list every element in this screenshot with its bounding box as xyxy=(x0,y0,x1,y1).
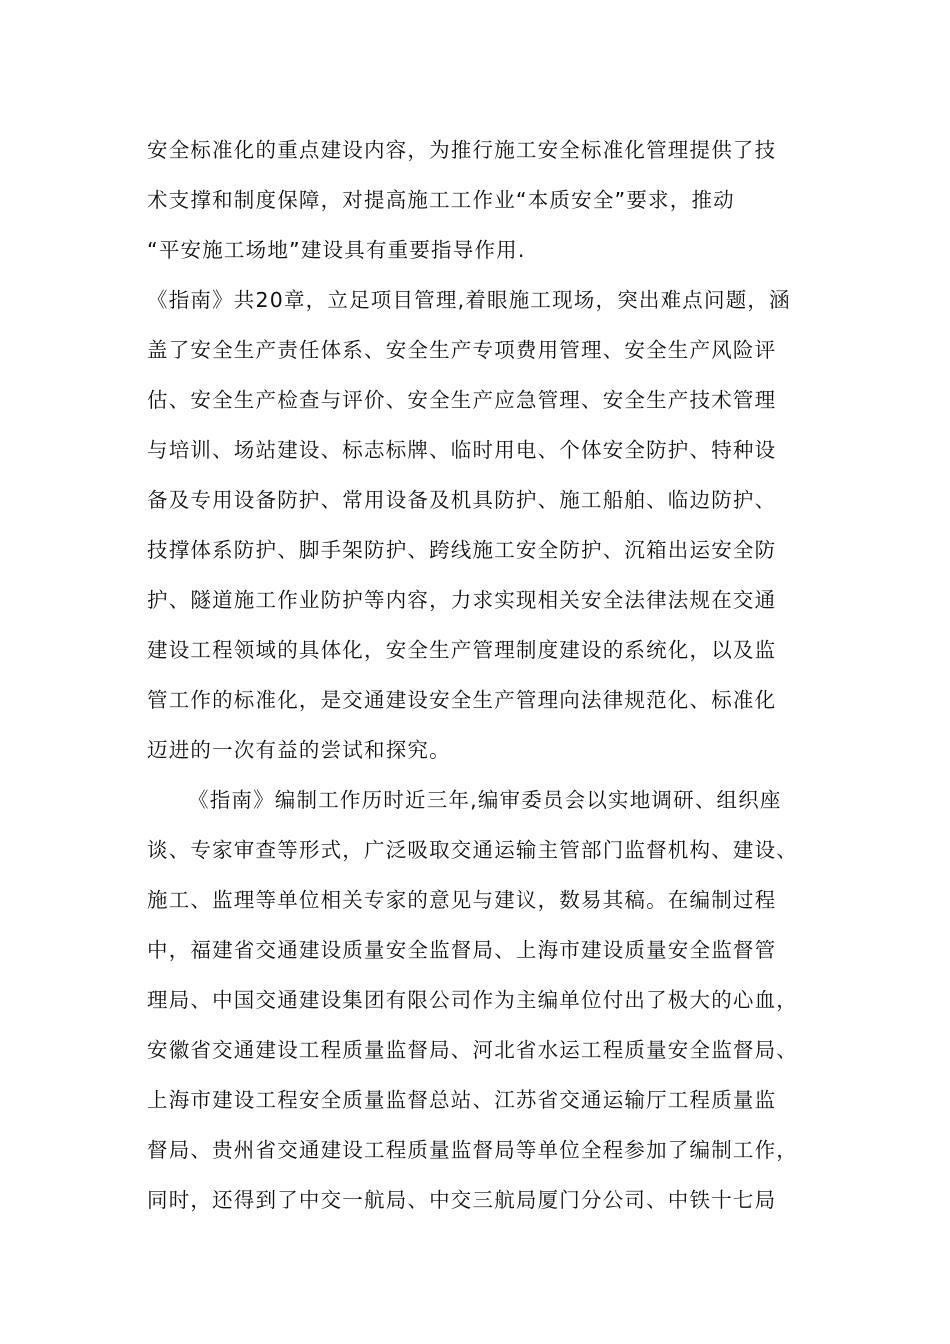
text-line: 建设工程领域的具体化，安全生产管理制度建设的系统化，以及监 xyxy=(147,638,777,662)
text-line: 迈进的一次有益的尝试和探究。 xyxy=(147,738,451,762)
text-line: 技撑体系防护、脚手架防护、跨线施工安全防护、沉箱出运安全防 xyxy=(147,538,777,562)
text-line: 安全标准化的重点建设内容，为推行施工安全标准化管理提供了技 xyxy=(147,138,777,162)
text-line: 《指南》编制工作历时近三年,编审委员会以实地调研、组织座 xyxy=(188,788,782,812)
text-line: 《指南》共20章，立足项目管理,着眼施工现场，突出难点问题，涵 xyxy=(147,288,791,312)
text-line: 护、隧道施工作业防护等内容，力求实现相关安全法律法规在交通 xyxy=(147,588,777,612)
text-line: 督局、贵州省交通建设工程质量监督局等单位全程参加了编制工作， xyxy=(147,1138,798,1162)
text-line: 安徽省交通建设工程质量监督局、河北省水运工程质量安全监督局、 xyxy=(147,1038,798,1062)
text-line: 谈、专家审查等形式，广泛吸取交通运输主管部门监督机构、建设、 xyxy=(147,838,798,862)
text-line: 术支撑和制度保障，对提高施工工作业“本质安全”要求，推动 xyxy=(147,188,735,212)
text-line: 上海市建设工程安全质量监督总站、江苏省交通运输厅工程质量监 xyxy=(147,1088,777,1112)
text-line: 同时，还得到了中交一航局、中交三航局厦门分公司、中铁十七局 xyxy=(147,1188,777,1212)
text-line: 施工、监理等单位相关专家的意见与建议，数易其稿。在编制过程 xyxy=(147,888,777,912)
text-line: 理局、中国交通建设集团有限公司作为主编单位付出了极大的心血， xyxy=(147,988,798,1012)
text-line: 备及专用设备防护、常用设备及机具防护、施工船舶、临边防护、 xyxy=(147,488,777,512)
text-line: “平安施工场地”建设具有重要指导作用. xyxy=(147,238,526,262)
text-line: 中，福建省交通建设质量安全监督局、上海市建设质量安全监督管 xyxy=(147,938,777,962)
text-line: 管工作的标准化，是交通建设安全生产管理向法律规范化、标准化 xyxy=(147,688,777,712)
text-line: 与培训、场站建设、标志标牌、临时用电、个体安全防护、特种设 xyxy=(147,438,777,462)
text-line: 盖了安全生产责任体系、安全生产专项费用管理、安全生产风险评 xyxy=(147,338,777,362)
text-line: 估、安全生产检查与评价、安全生产应急管理、安全生产技术管理 xyxy=(147,388,777,412)
